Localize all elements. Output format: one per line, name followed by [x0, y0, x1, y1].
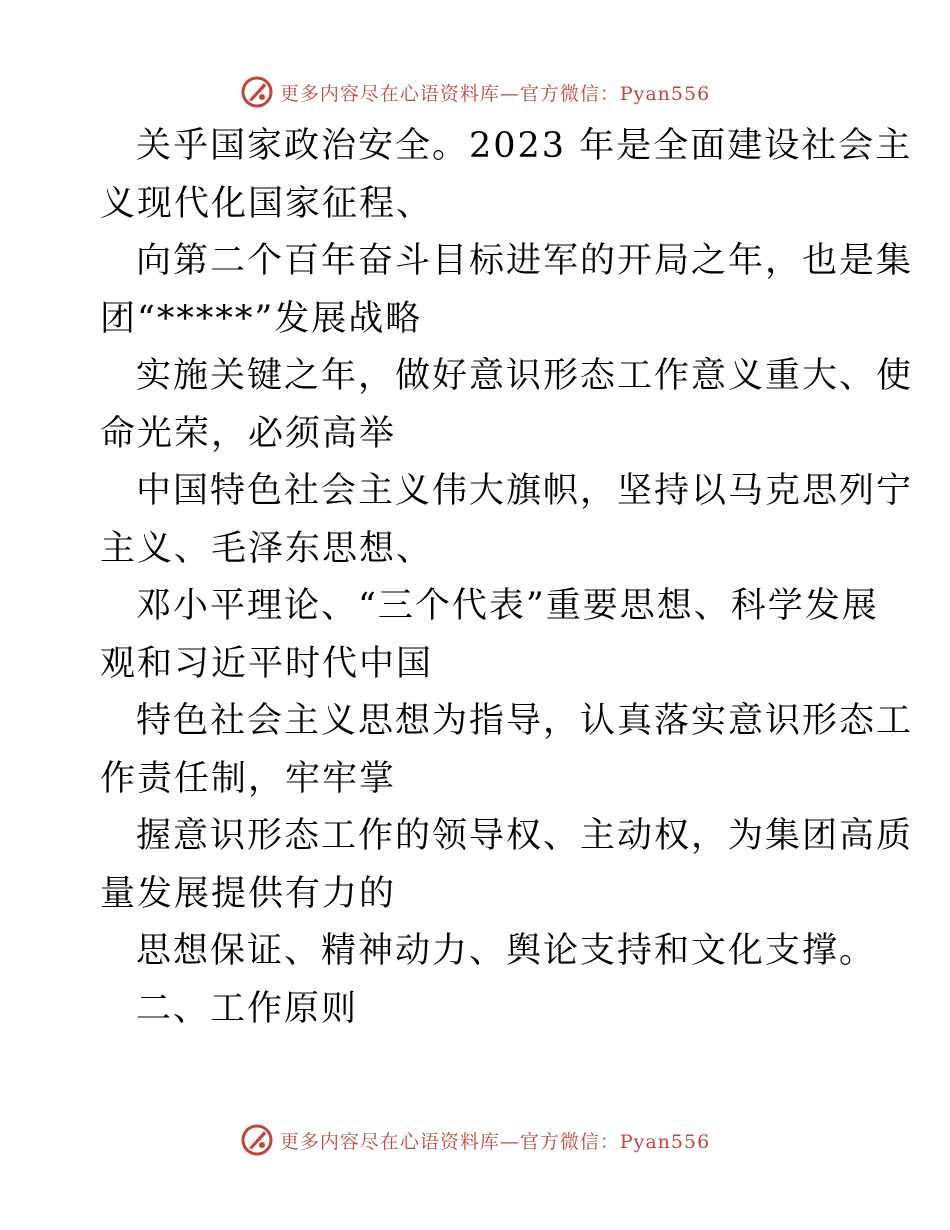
text-line: 思想保证、精神动力、舆论支持和文化支撑。 — [136, 931, 877, 971]
text-line: 作责任制，牢牢掌 — [100, 758, 397, 799]
paragraph — [100, 923, 877, 981]
paragraph — [100, 348, 914, 463]
text-line: 二、工作原则 — [136, 988, 359, 1029]
text-line: 邓小平理论、“三个代表”重要思想、科学发展 — [136, 586, 879, 626]
paragraph — [100, 693, 914, 808]
watermark-text: 更多内容尽在心语资料库—官方微信：Pyan556 — [279, 1130, 711, 1153]
paragraph — [100, 578, 879, 693]
text-line: 向第二个百年奋斗目标进军的开局之年，也是集 — [136, 241, 914, 281]
watermark-text: 更多内容尽在心语资料库—官方微信：Pyan556 — [279, 82, 711, 105]
text-line: 观和习近平时代中国 — [100, 643, 434, 684]
text-line: 中国特色社会主义伟大旗帜，坚持以马克思列宁 — [136, 471, 914, 511]
paragraph — [100, 463, 914, 578]
text-line: 实施关键之年，做好意识形态工作意义重大、使 — [136, 356, 914, 396]
text-line: 命光荣，必须高举 — [100, 413, 397, 454]
text-line: 量发展提供有力的 — [100, 873, 397, 914]
text-line: 关乎国家政治安全。2023 年是全面建设社会主 — [136, 126, 913, 166]
quill-logo-icon — [240, 1123, 274, 1157]
section-heading — [100, 981, 860, 1039]
header-watermark — [0, 72, 950, 112]
text-line: 义现代化国家征程、 — [100, 183, 434, 224]
paragraph — [100, 118, 913, 233]
paragraph — [100, 233, 914, 348]
text-line: 握意识形态工作的领导权、主动权，为集团高质 — [136, 816, 914, 856]
text-line: 主义、毛泽东思想、 — [100, 528, 434, 569]
text-line: 团“*****”发展战略 — [100, 298, 423, 339]
quill-logo-icon — [240, 75, 274, 109]
document-body — [100, 118, 914, 1038]
paragraph — [100, 808, 914, 923]
text-line: 特色社会主义思想为指导，认真落实意识形态工 — [136, 701, 914, 741]
footer-watermark — [0, 1120, 950, 1160]
